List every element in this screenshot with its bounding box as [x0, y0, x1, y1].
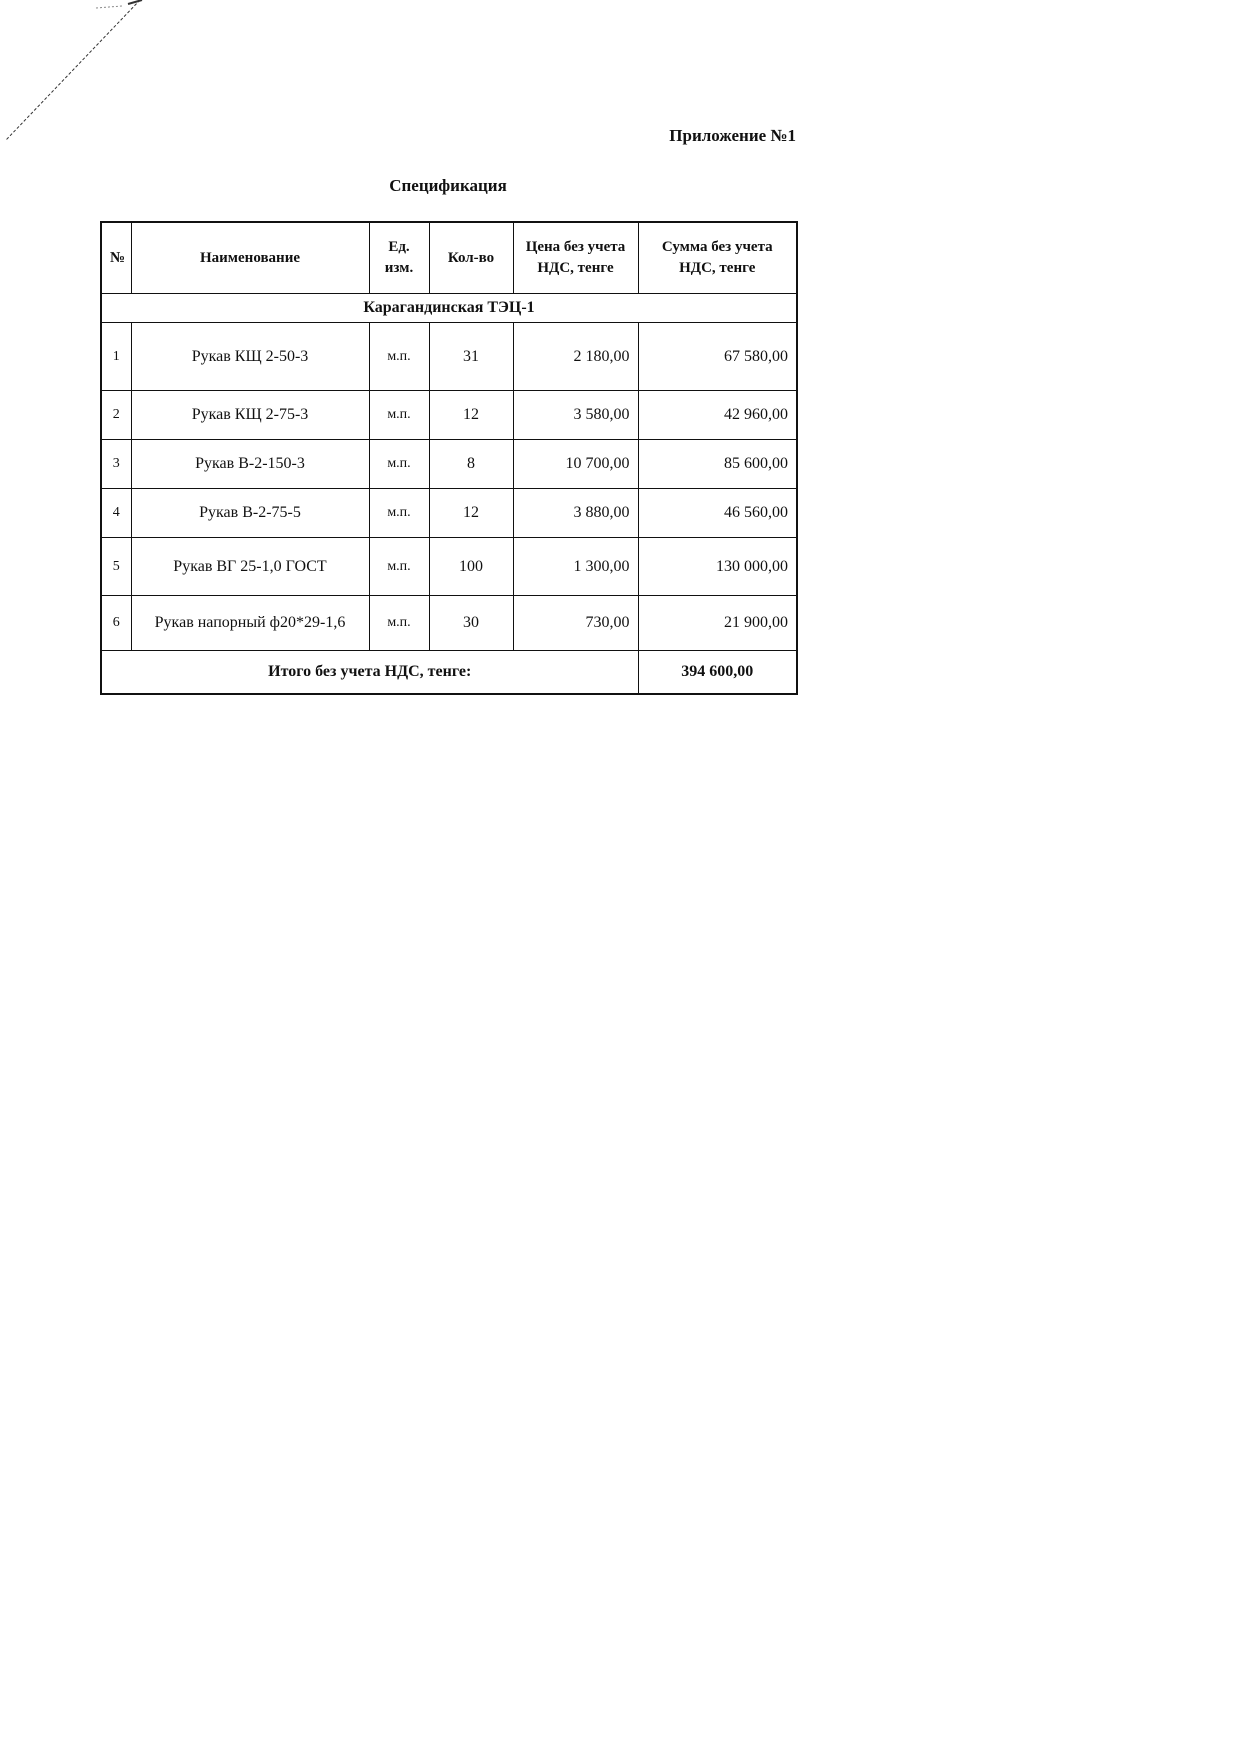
total-value: 394 600,00 — [638, 651, 797, 695]
header-price: Цена без учета НДС, тенге — [513, 222, 638, 294]
table-row — [101, 489, 797, 538]
row-name: Рукав КЩ 2-75-3 — [131, 391, 369, 440]
row-price: 3 880,00 — [513, 489, 638, 538]
header-num: № — [101, 222, 131, 294]
row-price: 730,00 — [513, 596, 638, 651]
row-num: 1 — [101, 323, 131, 391]
row-name: Рукав В-2-75-5 — [131, 489, 369, 538]
row-name: Рукав В-2-150-3 — [131, 440, 369, 489]
row-num: 6 — [101, 596, 131, 651]
row-sum: 67 580,00 — [638, 323, 797, 391]
header-sum: Сумма без учета НДС, тенге — [638, 222, 797, 294]
row-price: 2 180,00 — [513, 323, 638, 391]
section-row — [101, 294, 797, 323]
table-row — [101, 391, 797, 440]
row-sum: 85 600,00 — [638, 440, 797, 489]
table-row — [101, 323, 797, 391]
row-unit: м.п. — [369, 596, 429, 651]
row-name: Рукав ВГ 25-1,0 ГОСТ — [131, 538, 369, 596]
section-title: Карагандинская ТЭЦ-1 — [101, 294, 797, 323]
header-qty: Кол-во — [429, 222, 513, 294]
row-num: 2 — [101, 391, 131, 440]
table-row — [101, 596, 797, 651]
row-name: Рукав напорный ф20*29-1,6 — [131, 596, 369, 651]
row-sum: 42 960,00 — [638, 391, 797, 440]
table-row — [101, 538, 797, 596]
specification-table — [100, 221, 798, 695]
row-unit: м.п. — [369, 391, 429, 440]
row-num: 3 — [101, 440, 131, 489]
row-sum: 21 900,00 — [638, 596, 797, 651]
row-unit: м.п. — [369, 440, 429, 489]
appendix-label: Приложение №1 — [669, 126, 796, 145]
row-qty: 30 — [429, 596, 513, 651]
scan-corner-mark — [0, 0, 150, 150]
row-sum: 46 560,00 — [638, 489, 797, 538]
row-num: 4 — [101, 489, 131, 538]
row-qty: 12 — [429, 489, 513, 538]
row-price: 3 580,00 — [513, 391, 638, 440]
header-unit: Ед. изм. — [369, 222, 429, 294]
header-name: Наименование — [131, 222, 369, 294]
document-title: Спецификация — [389, 176, 507, 195]
table-header-row — [101, 222, 797, 294]
row-unit: м.п. — [369, 538, 429, 596]
row-qty: 8 — [429, 440, 513, 489]
row-price: 10 700,00 — [513, 440, 638, 489]
total-row — [101, 651, 797, 695]
row-unit: м.п. — [369, 323, 429, 391]
row-qty: 100 — [429, 538, 513, 596]
total-label: Итого без учета НДС, тенге: — [101, 651, 638, 695]
row-qty: 12 — [429, 391, 513, 440]
row-unit: м.п. — [369, 489, 429, 538]
table-row — [101, 440, 797, 489]
row-name: Рукав КЩ 2-50-3 — [131, 323, 369, 391]
row-sum: 130 000,00 — [638, 538, 797, 596]
row-num: 5 — [101, 538, 131, 596]
row-price: 1 300,00 — [513, 538, 638, 596]
row-qty: 31 — [429, 323, 513, 391]
